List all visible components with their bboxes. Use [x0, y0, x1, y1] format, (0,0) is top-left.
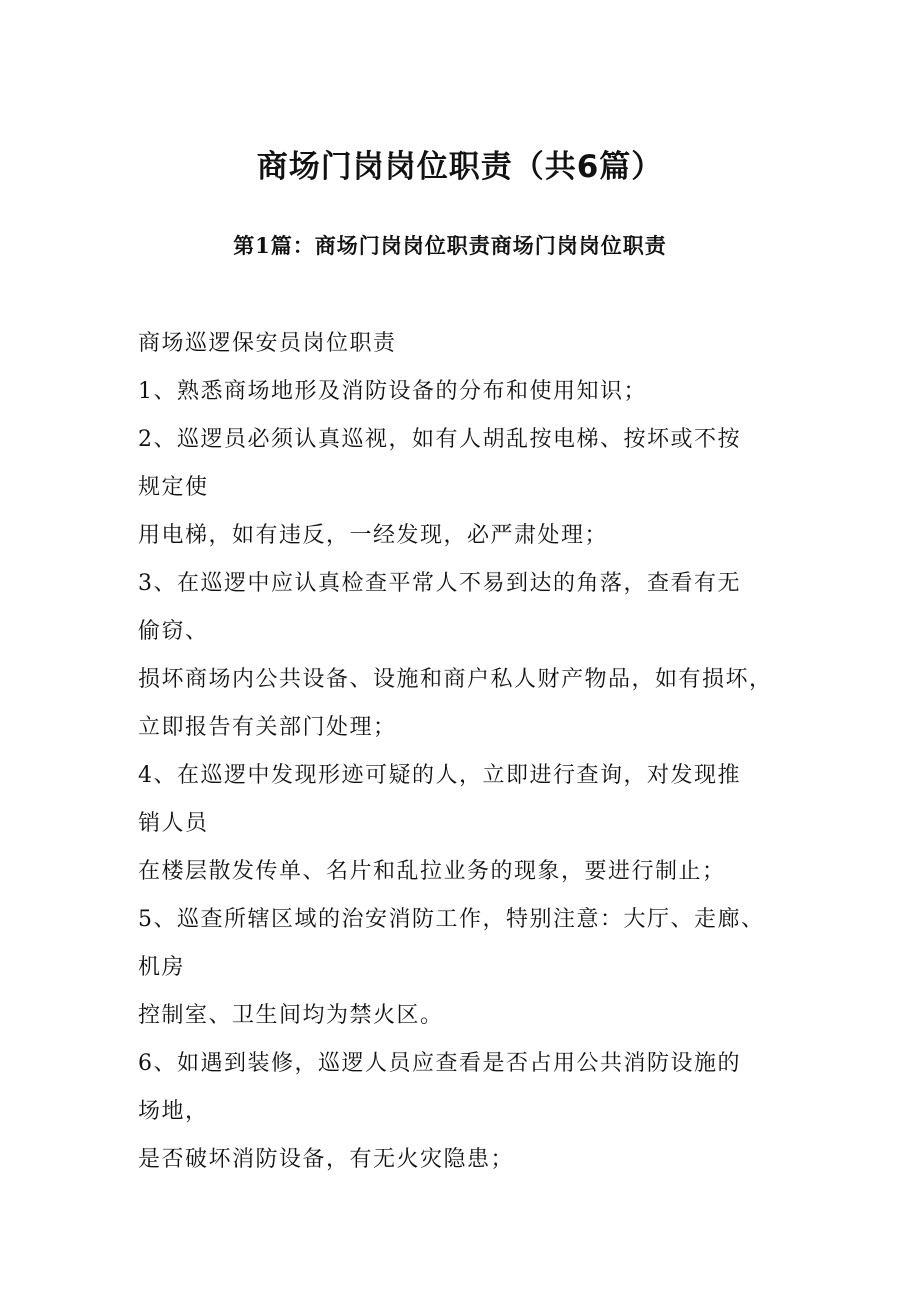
body-line: 机房 [138, 955, 186, 980]
body-line: 控制室、卫生间均为禁火区。 [138, 1003, 444, 1028]
body-line: 4、在巡逻中发现形迹可疑的人，立即进行查询，对发现推 [138, 763, 741, 788]
document-title: 商场门岗岗位职责（共6篇） [256, 149, 664, 185]
body-line: 2、巡逻员必须认真巡视，如有人胡乱按电梯、按坏或不按 [138, 427, 741, 452]
document-body [138, 320, 798, 1184]
body-line: 6、如遇到装修，巡逻人员应查看是否占用公共消防设施的 [138, 1051, 741, 1076]
body-line: 在楼层散发传单、名片和乱拉业务的现象，要进行制止； [138, 859, 726, 884]
body-line: 5、巡查所辖区域的治安消防工作，特别注意：大厅、走廊、 [138, 907, 765, 932]
body-line: 商场巡逻保安员岗位职责 [138, 331, 397, 356]
body-line: 偷窃、 [138, 619, 209, 644]
body-line: 3、在巡逻中应认真检查平常人不易到达的角落，查看有无 [138, 571, 741, 596]
body-line: 是否破坏消防设备，有无火灾隐患； [138, 1147, 515, 1172]
document-subtitle: 第1篇：商场门岗岗位职责商场门岗岗位职责 [233, 233, 667, 258]
body-line: 立即报告有关部门处理； [138, 715, 397, 740]
body-line: 场地， [138, 1099, 209, 1124]
body-line: 销人员 [138, 811, 209, 836]
body-line: 用电梯，如有违反，一经发现，必严肃处理； [138, 523, 609, 548]
body-line: 1、熟悉商场地形及消防设备的分布和使用知识； [138, 379, 647, 404]
body-line: 损坏商场内公共设备、设施和商户私人财产物品，如有损坏， [138, 667, 773, 692]
body-line: 规定使 [138, 475, 209, 500]
